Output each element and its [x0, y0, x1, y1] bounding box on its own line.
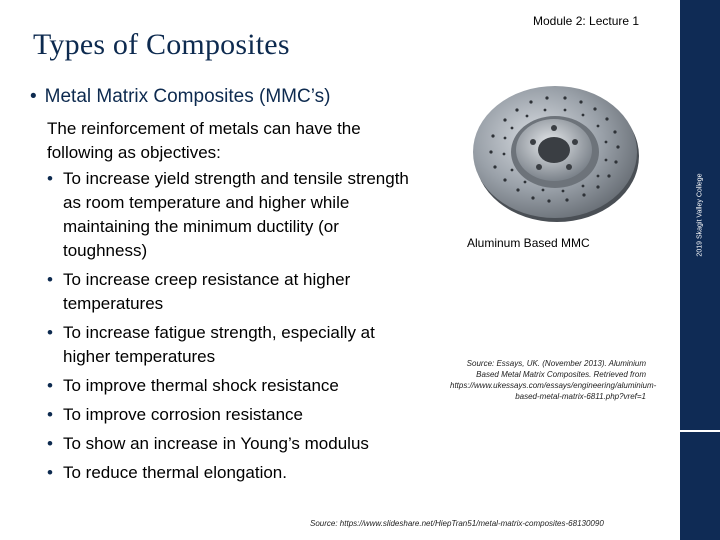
section-heading: [30, 86, 330, 108]
sidebar-band-bottom: [680, 432, 720, 540]
objective-item: • To improve corrosion resistance: [47, 403, 417, 427]
objectives-list: [47, 167, 417, 490]
module-label: Module 2: Lecture 1: [533, 14, 640, 28]
section-bullet: •: [30, 86, 37, 107]
slide-source: Source: https://www.slideshare.net/HiepTran51/metal-matrix-composites-68130090: [310, 519, 604, 528]
figure-source: Source: Essays, UK. (November 2013). Aluminium Based Metal Matrix Composites. Retrieved from https://www.ukessays.com/essays/engineering/aluminium-based-metal-matrix-6811.php?vref=1: [450, 359, 657, 401]
objective-item: • To reduce thermal elongation.: [47, 461, 417, 485]
slide-title: Types of Composites: [33, 28, 290, 61]
objective-item: • To improve thermal shock resistance: [47, 374, 417, 398]
sidebar-college-label: 2019 Skagit Valley College: [696, 173, 704, 257]
section-heading-text: Metal Matrix Composites (MMC’s): [44, 86, 331, 107]
objective-item: • To show an increase in Young’s modulus: [47, 432, 417, 456]
objective-item: • To increase yield strength and tensile strength as room temperature and higher while maintaining the minimum ductility (or toughness): [47, 167, 417, 263]
objective-item: • To increase creep resistance at higher temperatures: [47, 268, 417, 316]
figure-caption: Aluminum Based MMC: [467, 236, 590, 250]
brake-disc-image: [457, 72, 653, 228]
objective-item: • To increase fatigue strength, especially at higher temperatures: [47, 321, 417, 369]
intro-text: The reinforcement of metals can have the following as objectives:: [47, 119, 361, 162]
